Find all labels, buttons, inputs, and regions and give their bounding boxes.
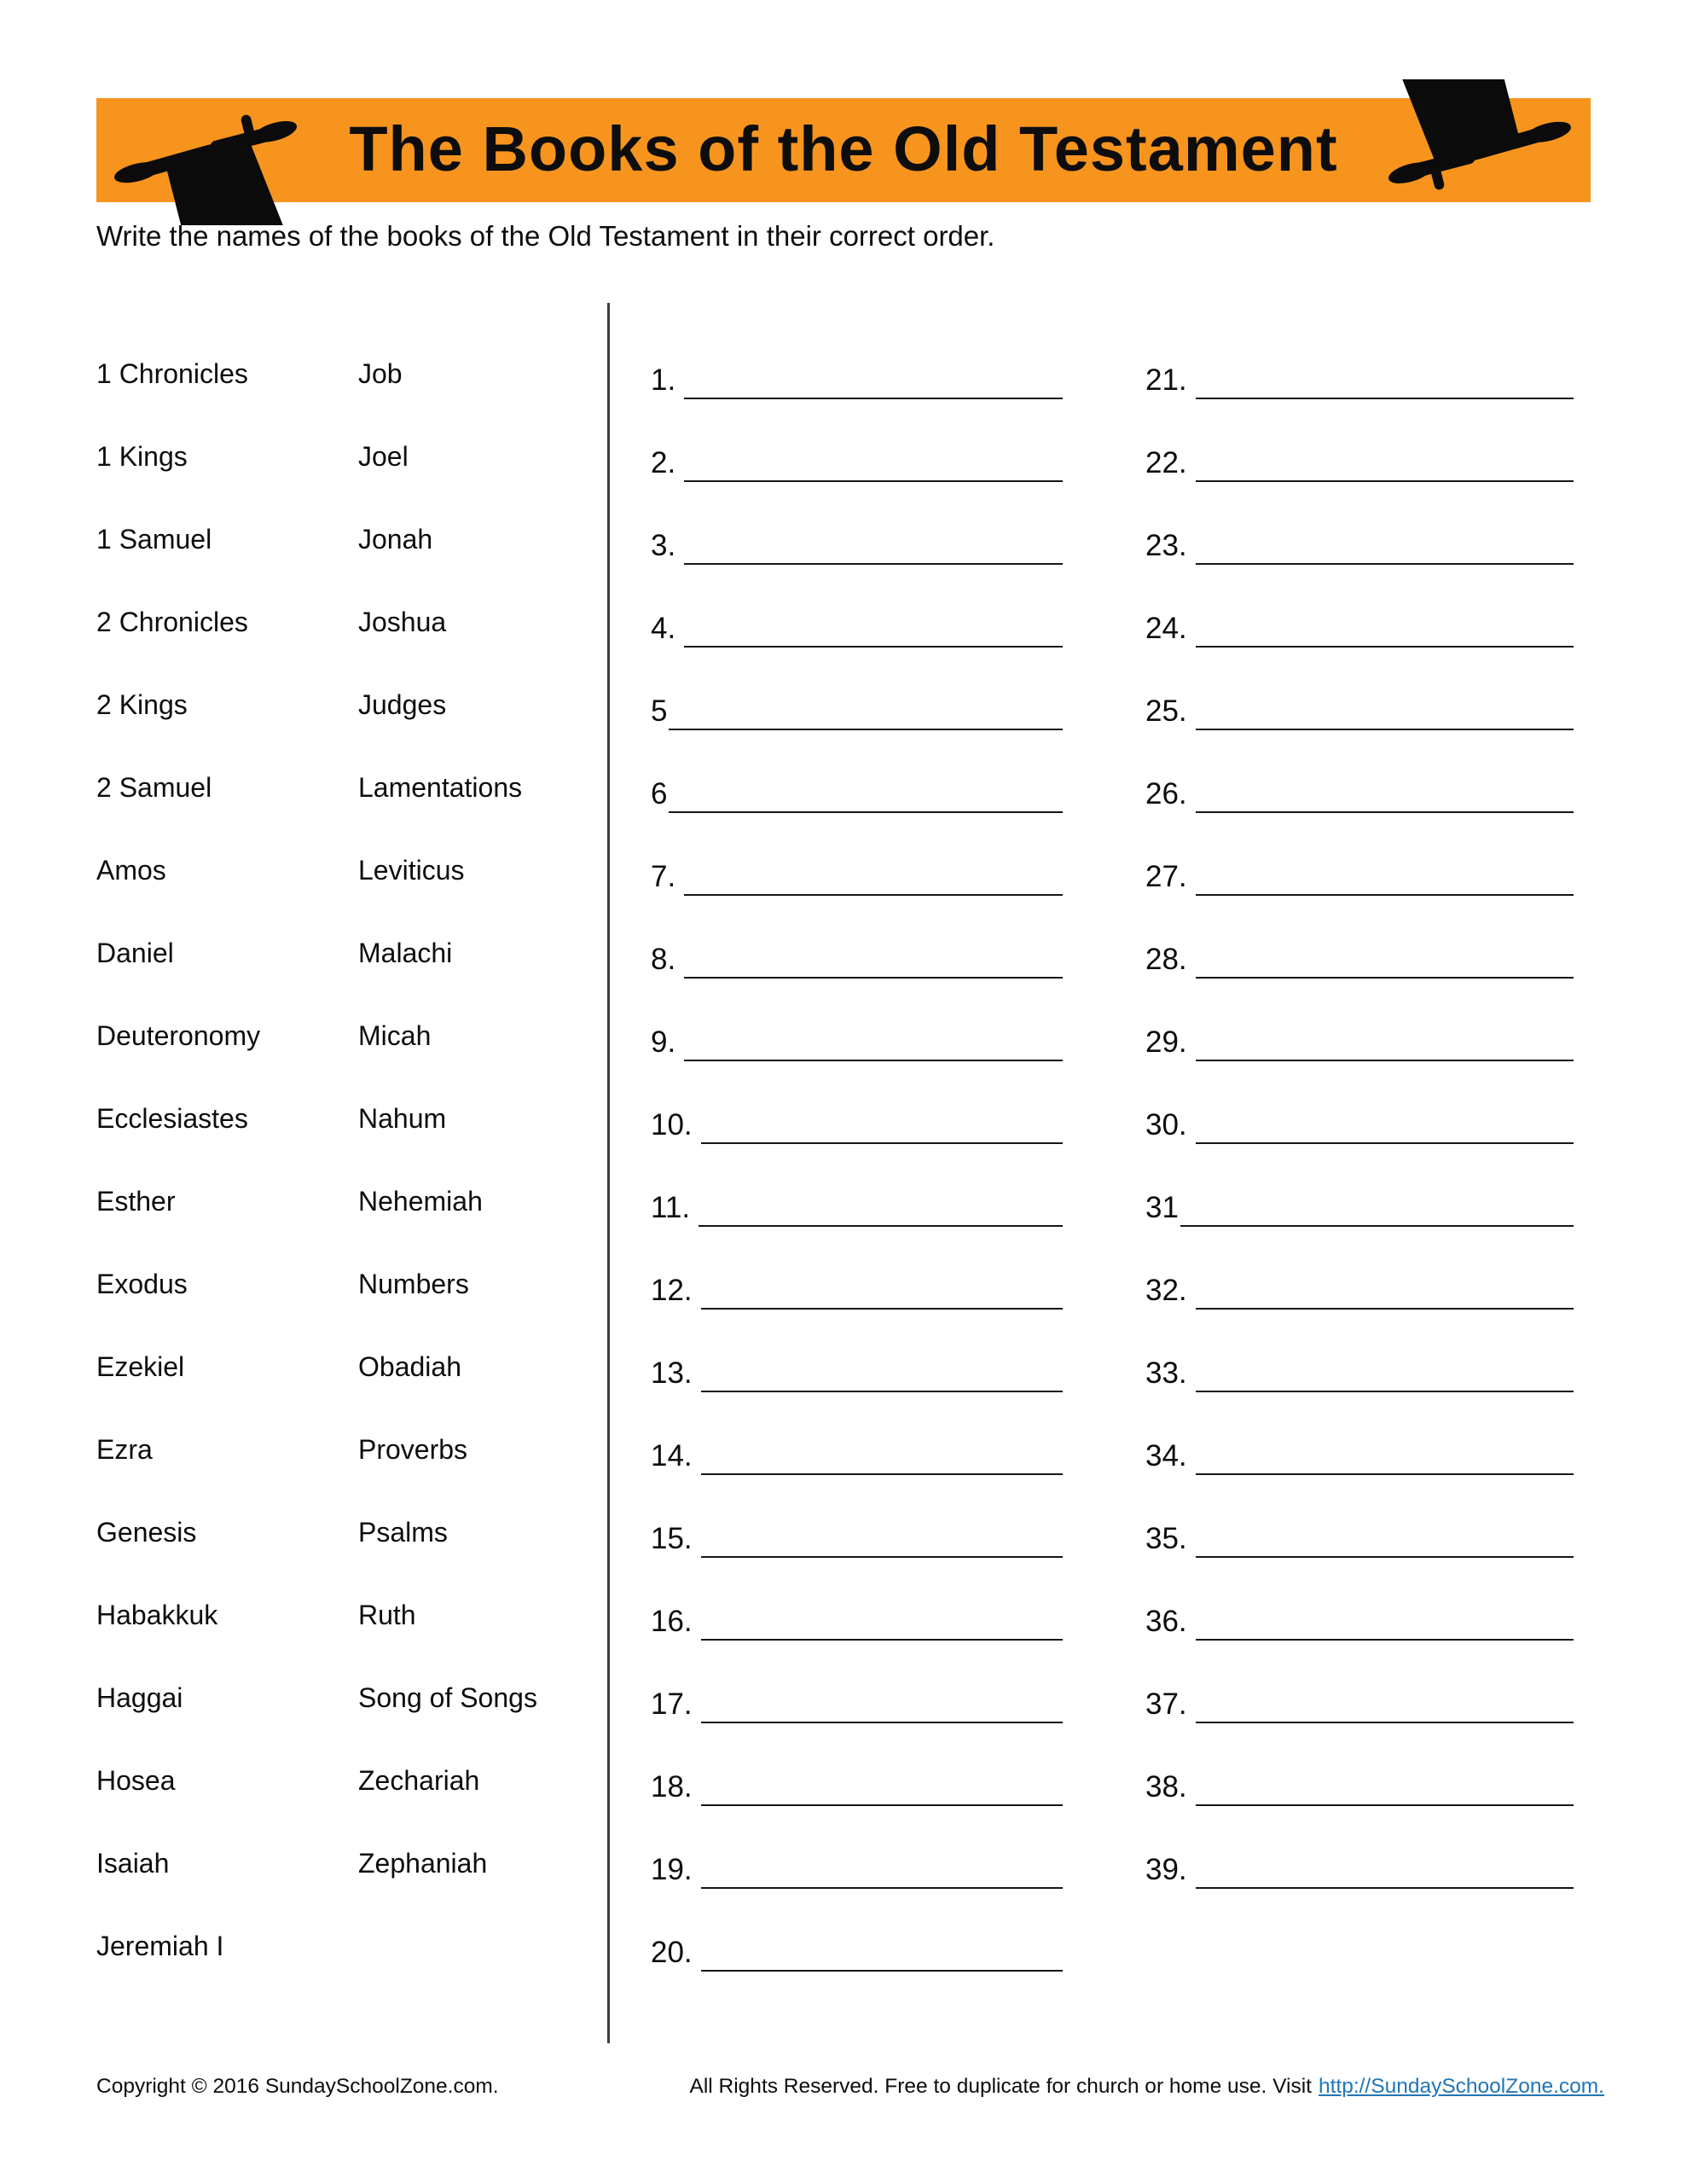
book-name: Amos — [96, 855, 166, 886]
blank-write-line — [701, 1556, 1063, 1558]
blank-number: 16. — [651, 1605, 693, 1638]
book-name: Hosea — [96, 1765, 176, 1796]
book-name: Leviticus — [358, 855, 465, 886]
sundayschoolzone-link[interactable]: http://SundaySchoolZone.com. — [1318, 2075, 1604, 2098]
blank-write-line — [701, 1804, 1063, 1806]
blank-number: 18. — [651, 1770, 693, 1804]
book-name: Ruth — [358, 1600, 416, 1630]
book-name: Nehemiah — [358, 1186, 483, 1217]
blank-number: 11. — [651, 1191, 691, 1224]
blank-number: 24. — [1145, 612, 1187, 645]
book-name: Micah — [358, 1020, 432, 1051]
book-name: Jonah — [358, 524, 433, 555]
answer-blank-row — [651, 333, 1063, 415]
copyright-text: Copyright © 2016 SundaySchoolZone.com. — [96, 2075, 499, 2098]
answer-blank-row — [1145, 1491, 1574, 1574]
blank-write-line — [701, 1391, 1063, 1392]
blank-write-line — [684, 1060, 1063, 1061]
rights-text: All Rights Reserved. Free to duplicate for church or home use. Visit http://SundaySchoolZone.com. — [689, 2075, 1604, 2098]
book-name: Exodus — [96, 1269, 188, 1299]
blank-write-line — [684, 563, 1063, 565]
blank-write-line — [1196, 1473, 1574, 1475]
blank-number: 9. — [651, 1025, 676, 1059]
book-name: Zechariah — [358, 1765, 480, 1796]
answer-blank-row — [1145, 1160, 1574, 1243]
book-name: 2 Chronicles — [96, 607, 248, 637]
book-name: Psalms — [358, 1517, 448, 1548]
blank-number: 6 — [651, 777, 668, 810]
book-name: Esther — [96, 1186, 176, 1217]
book-name: Ezra — [96, 1434, 153, 1465]
blank-write-line — [1180, 1225, 1574, 1227]
book-name: Isaiah — [96, 1848, 170, 1879]
answer-blank-row — [651, 498, 1063, 581]
answer-blank-row — [651, 995, 1063, 1077]
blank-number: 19. — [651, 1853, 693, 1886]
blank-number: 1. — [651, 363, 676, 397]
blank-number: 10. — [651, 1108, 693, 1141]
blank-write-line — [1196, 646, 1574, 648]
book-name: Proverbs — [358, 1434, 468, 1465]
answer-blank-row — [1145, 1077, 1574, 1160]
blank-number: 25. — [1145, 694, 1187, 728]
book-name: Joel — [358, 441, 409, 472]
blank-number: 32. — [1145, 1274, 1187, 1307]
blank-number: 3. — [651, 529, 676, 562]
answer-blank-row — [1145, 1409, 1574, 1491]
book-name: Ezekiel — [96, 1351, 185, 1382]
blank-write-line — [701, 1722, 1063, 1723]
book-name: Genesis — [96, 1517, 197, 1548]
blank-write-line — [701, 1887, 1063, 1889]
answer-blank-row — [651, 664, 1063, 746]
book-name: Habakkuk — [96, 1600, 218, 1630]
blank-write-line — [684, 646, 1063, 648]
answer-blank-row — [651, 1077, 1063, 1160]
answer-blank-row — [651, 829, 1063, 912]
book-name: 1 Samuel — [96, 524, 212, 555]
blank-number: 13. — [651, 1356, 693, 1390]
book-name: Nahum — [358, 1103, 447, 1134]
blank-write-line — [684, 894, 1063, 896]
book-name: Deuteronomy — [96, 1020, 261, 1051]
blank-write-line — [684, 398, 1063, 399]
word-bank-column-a — [96, 333, 352, 1988]
blank-write-line — [701, 1308, 1063, 1310]
book-name: 1 Chronicles — [96, 358, 248, 389]
book-name: Job — [358, 358, 403, 389]
answer-blank-row — [1145, 581, 1574, 664]
answer-blanks-1-20 — [651, 333, 1063, 1988]
book-name: Joshua — [358, 607, 447, 637]
answer-blank-row — [1145, 746, 1574, 829]
book-name: Zephaniah — [358, 1848, 488, 1879]
answer-blank-row — [651, 1326, 1063, 1409]
book-name: Song of Songs — [358, 1682, 537, 1713]
answer-blank-row — [651, 1740, 1063, 1822]
book-name: Numbers — [358, 1269, 469, 1299]
answer-blank-row — [1145, 1822, 1574, 1905]
blank-number: 29. — [1145, 1025, 1187, 1059]
blank-number: 38. — [1145, 1770, 1187, 1804]
blank-number: 8. — [651, 943, 676, 976]
book-name: Haggai — [96, 1682, 183, 1713]
answer-blank-row — [651, 1243, 1063, 1326]
book-name: Ecclesiastes — [96, 1103, 248, 1134]
blank-number: 37. — [1145, 1687, 1187, 1721]
blank-write-line — [1196, 563, 1574, 565]
blank-write-line — [684, 977, 1063, 979]
book-name: Judges — [358, 689, 447, 720]
instruction-text: Write the names of the books of the Old Testament in their correct order. — [96, 220, 995, 252]
blank-number: 12. — [651, 1274, 693, 1307]
answer-blank-row — [1145, 1243, 1574, 1326]
page-title: The Books of the Old Testament — [349, 113, 1338, 184]
answer-blank-row — [651, 912, 1063, 995]
book-name: 2 Kings — [96, 689, 188, 720]
blank-number: 34. — [1145, 1439, 1187, 1472]
blank-write-line — [1196, 1391, 1574, 1392]
blank-write-line — [701, 1142, 1063, 1144]
blank-write-line — [669, 811, 1063, 813]
answer-blank-row — [651, 1574, 1063, 1657]
scroll-icon — [110, 100, 310, 225]
blank-number: 31 — [1145, 1191, 1179, 1224]
blank-write-line — [684, 480, 1063, 482]
footer — [96, 2075, 1604, 2099]
answer-blank-row — [651, 415, 1063, 498]
answer-blank-row — [651, 1822, 1063, 1905]
book-name: Daniel — [96, 938, 174, 968]
answer-blank-row — [651, 746, 1063, 829]
blank-number: 28. — [1145, 943, 1187, 976]
answer-blank-row — [651, 1657, 1063, 1740]
answer-blank-row — [651, 1160, 1063, 1243]
blank-write-line — [1196, 894, 1574, 896]
scroll-icon — [1375, 79, 1575, 205]
blank-write-line — [1196, 977, 1574, 979]
blank-write-line — [1196, 1804, 1574, 1806]
blank-write-line — [1196, 1722, 1574, 1723]
blank-number: 17. — [651, 1687, 693, 1721]
answer-blank-row — [651, 581, 1063, 664]
answer-blank-row — [1145, 333, 1574, 415]
blank-number: 33. — [1145, 1356, 1187, 1390]
blank-number: 15. — [651, 1522, 693, 1555]
answer-blank-row — [1145, 1574, 1574, 1657]
answer-blank-row — [651, 1491, 1063, 1574]
word-bank-column-b — [358, 333, 631, 1905]
blank-number: 7. — [651, 860, 676, 893]
blank-write-line — [1196, 1639, 1574, 1641]
blank-number: 23. — [1145, 529, 1187, 562]
answer-blank-row — [1145, 1740, 1574, 1822]
answer-blank-row — [1145, 829, 1574, 912]
blank-number: 26. — [1145, 777, 1187, 810]
blank-number: 5 — [651, 694, 668, 728]
blank-number: 36. — [1145, 1605, 1187, 1638]
answer-blank-row — [1145, 498, 1574, 581]
book-name: Malachi — [358, 938, 453, 968]
blank-number: 22. — [1145, 446, 1187, 479]
blank-number: 4. — [651, 612, 676, 645]
blank-number: 27. — [1145, 860, 1187, 893]
blank-write-line — [701, 1970, 1063, 1972]
blank-number: 35. — [1145, 1522, 1187, 1555]
answer-blank-row — [1145, 995, 1574, 1077]
answer-blank-row — [651, 1905, 1063, 1988]
blank-write-line — [699, 1225, 1063, 1227]
blank-write-line — [1196, 398, 1574, 399]
answer-blank-row — [651, 1409, 1063, 1491]
blank-write-line — [1196, 1556, 1574, 1558]
answer-blank-row — [1145, 1326, 1574, 1409]
answer-blank-row — [1145, 664, 1574, 746]
book-name: Jeremiah I — [96, 1931, 224, 1961]
answer-blank-row — [1145, 415, 1574, 498]
blank-write-line — [1196, 480, 1574, 482]
blank-write-line — [1196, 1308, 1574, 1310]
blank-write-line — [701, 1639, 1063, 1641]
answer-blank-row — [1145, 1657, 1574, 1740]
blank-number: 30. — [1145, 1108, 1187, 1141]
blank-number: 20. — [651, 1936, 693, 1969]
blank-write-line — [1196, 1887, 1574, 1889]
vertical-divider — [607, 303, 610, 2043]
blank-write-line — [1196, 1060, 1574, 1061]
book-name: 1 Kings — [96, 441, 188, 472]
book-name: Obadiah — [358, 1351, 461, 1382]
book-name: Lamentations — [358, 772, 523, 803]
blank-write-line — [701, 1473, 1063, 1475]
blank-number: 14. — [651, 1439, 693, 1472]
blank-write-line — [1196, 729, 1574, 730]
answer-blank-row — [1145, 912, 1574, 995]
blank-number: 21. — [1145, 363, 1187, 397]
blank-write-line — [1196, 811, 1574, 813]
blank-number: 39. — [1145, 1853, 1187, 1886]
blank-write-line — [1196, 1142, 1574, 1144]
answer-blanks-21-39 — [1145, 333, 1574, 1905]
blank-write-line — [669, 729, 1063, 730]
book-name: 2 Samuel — [96, 772, 212, 803]
title-banner — [96, 98, 1591, 202]
blank-number: 2. — [651, 446, 676, 479]
